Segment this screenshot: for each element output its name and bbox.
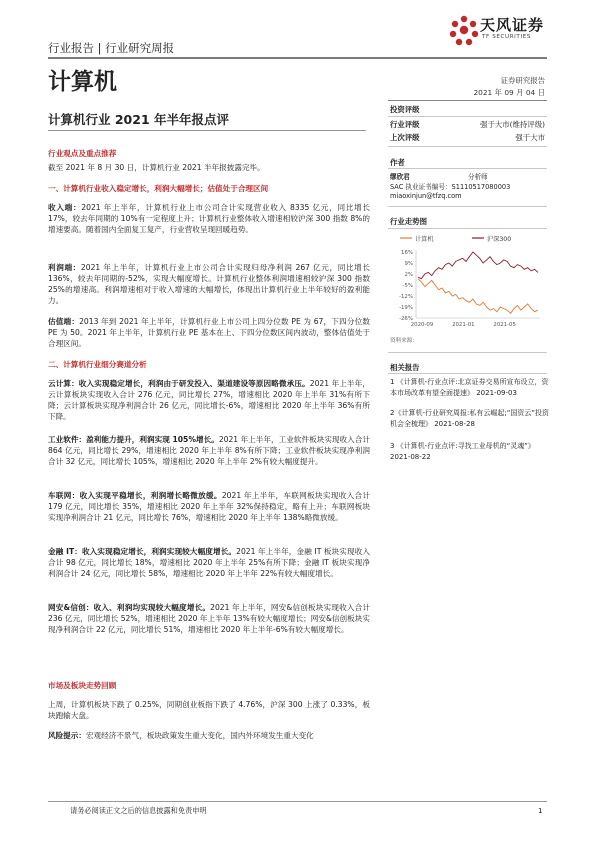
intro-text: 截至 2021 年 8 月 30 日，计算机行业 2021 半年报披露完毕。 [48,163,265,172]
sidebar-divider [388,352,547,353]
author-heading: 作者 [390,158,405,167]
legend-label-computer: 计算机 [415,236,434,243]
y-tick-label: 9% [404,261,413,267]
related-report-item[interactable]: 1 《计算机-行业点评:北京证券交易所宣布设立，资本市场改革有望全面提速》 2021-09-03 [390,378,549,397]
iov-paragraph: 车联网：收入实现平稳增长，利润增长略微放缓。2021 年上半年，车联网板块实现收入合计 179 亿元，同比增长 35%，增速相比 2020 年上半年 32%保持稳定，略有上升；车联网板块实现净利润合计 21 亿元，同比增长 76%，增速相比 2020 年上半年 138%略微放缓。 [48,491,370,522]
report-label: 证券研究报告 [500,76,545,85]
report-date: 2021 年 09 月 04 日 [473,88,545,97]
sidebar-divider [388,168,547,169]
logo-mark-icon [447,14,481,48]
footer-divider [48,801,547,802]
revenue-paragraph: 收入端：2021 年上半年，计算机行业上市公司合计实现营业收入 8335 亿元，同比增长 17%，较去年同期的 10%有一定程度上升；计算机行业整体收入增速相较沪深 300 指数 8%的增速要高。随着国内全面复工复产，行业营收呈现回暖趋势。 [48,203,371,234]
prev-rating-label: 上次评级 [390,133,420,142]
related-heading: 相关报告 [390,363,420,372]
author-sac: SAC 执业证书编号：S1110517080003 [390,183,511,191]
subheading-1: 一、计算机行业收入稳定增长，利润大幅增长；估值处于合理区间 [48,184,269,193]
x-tick-label: 2021-05 [493,322,516,328]
industry-rating-value: 强于大市(维持评级) [480,120,545,129]
risk-paragraph: 风险提示：宏观经济不景气，板块政策发生重大变化，国内外环境发生重大变化 [48,731,314,740]
sidebar-divider [388,373,547,374]
x-tick-label: 2021-01 [452,322,475,328]
subheading-2: 二、计算机行业细分赛道分析 [48,360,147,369]
chart-source: 资料来源： [390,338,418,344]
section-heading-views: 行业观点及重点推荐 [48,149,117,158]
industrial-software-paragraph: 工业软件：盈利能力提升，利润实现 105%增长。2021 年上半年，工业软件板块实现收入合计 864 亿元，同比增长 29%，增速相比 2020 年上半年 8%有所下降；工业软件板块实现净利润合计 32 亿元，同比增长 105%，增速相比 2020 年上半年 2%有较大幅度提升。 [48,435,370,466]
profit-paragraph: 利润端：2021 年上半年，计算机行业上市公司合计实现归母净利润 267 亿元，同比增长 136%，较去年同期的-52%，实现大幅度增长。计算机行业整体利润增速相较沪深 300 指数 25%的增速高。利润增速相对于收入增速的大幅增长，体现出计算机行业上半年较好的盈利能力。 [48,263,370,305]
y-tick-label: 16% [401,250,413,256]
prev-rating-value: 强于大市 [515,133,545,142]
logo-en: TF SECURITIES [482,34,531,40]
trend-chart-svg [388,232,547,332]
author-email[interactable]: miaoxinjun@tfzq.com [390,192,462,200]
header-divider [48,57,547,59]
related-report-item[interactable]: 3 《计算机-行业点评:寻找工业母机的“灵魂”》 2021-08-22 [390,442,535,461]
author-name: 缪欣君 [390,173,410,181]
sidebar-divider [388,228,547,229]
x-tick-label: 2020-09 [410,322,434,328]
valuation-paragraph: 估值端：2013 年到 2021 年上半年，计算机行业上市公司上四分位数 PE 为 67，下四分位数 PE 为 50。2021 年上半年，计算机行业 PE 基本在上、下四分位数区间内波动，整体估值处于合理区间。 [48,317,370,348]
rating-heading: 投资评级 [390,105,420,114]
cloud-paragraph: 云计算：收入实现稳定增长，利润由于研发投入、渠道建设等原因略微承压。2021 年上半年，云计算板块实现收入合计 276 亿元，同比增长 27%，增速相比 2020 年上半年 31%有所下降；云计算板块实现净利润合计 26 亿元，同比增长-6%，增速相比 2020 年上半年 36%有所下降。 [48,379,370,421]
page-title: 计算机行业 2021 年半年报点评 [48,112,229,127]
y-tick-label: -5% [402,283,413,289]
chart-heading: 行业走势图 [390,217,427,226]
y-tick-label: 2% [404,272,413,278]
market-paragraph: 上周，计算机板块下跌了 0.25%，同期创业板指下跌了 4.76%，沪深 300 上涨了 0.33%，板块跑输大盘。 [48,700,370,720]
author-title: 分析师 [468,173,488,181]
industry-rating-label: 行业评级 [390,120,420,129]
fin-it-paragraph: 金融 IT：收入实现稳定增长，利润实现较大幅度增长。2021 年上半年，金融 IT 板块实现收入合计 98 亿元，同比增长 18%，增速相比 2020 年上半年 25%有所下降；金融 IT 板块实现净利润合计 24 亿元，同比增长 58%，增速相比 2020 年上半年 22%有较大幅度增长。 [48,547,370,578]
series-line-0 [418,279,538,314]
footer-disclaimer: 请务必阅读正文之后的信息披露和免责申明 [70,806,207,815]
related-report-item[interactable]: 2《计算机-行业研究周报:私有云崛起;“国资云”投资机会全梳理》 2021-08-28 [390,409,549,428]
sidebar-divider [388,100,547,101]
doc-type: 行业报告 | 行业研究周报 [48,41,175,55]
sidebar-divider [388,116,547,117]
logo-name: 天风证券 [480,16,545,34]
section-heading-market: 市场及板块走势回顾 [48,681,117,690]
sector-name: 计算机 [48,69,117,95]
trend-chart [388,232,547,332]
y-tick-label: -12% [399,294,413,300]
series-line-1 [418,252,538,279]
security-paragraph: 网安&信创：收入、利润均实现较大幅度增长。2021 年上半年，网安&信创板块实现收入合计 236 亿元，同比增长 52%，增速相比 2020 年上半年 13%有较大幅度增长；网安&信创板块实现净利润合计 22 亿元，同比增长 51%，增速相比 2020 年上半年-6%有较大幅度增长。 [48,603,370,634]
title-divider [48,130,366,131]
legend-label-hs300: 沪深300 [487,236,512,243]
y-tick-label: -19% [399,305,413,311]
sidebar-divider [388,206,547,207]
y-tick-label: -26% [399,316,413,322]
sidebar-divider [388,146,547,147]
page-number: 1 [538,806,543,815]
